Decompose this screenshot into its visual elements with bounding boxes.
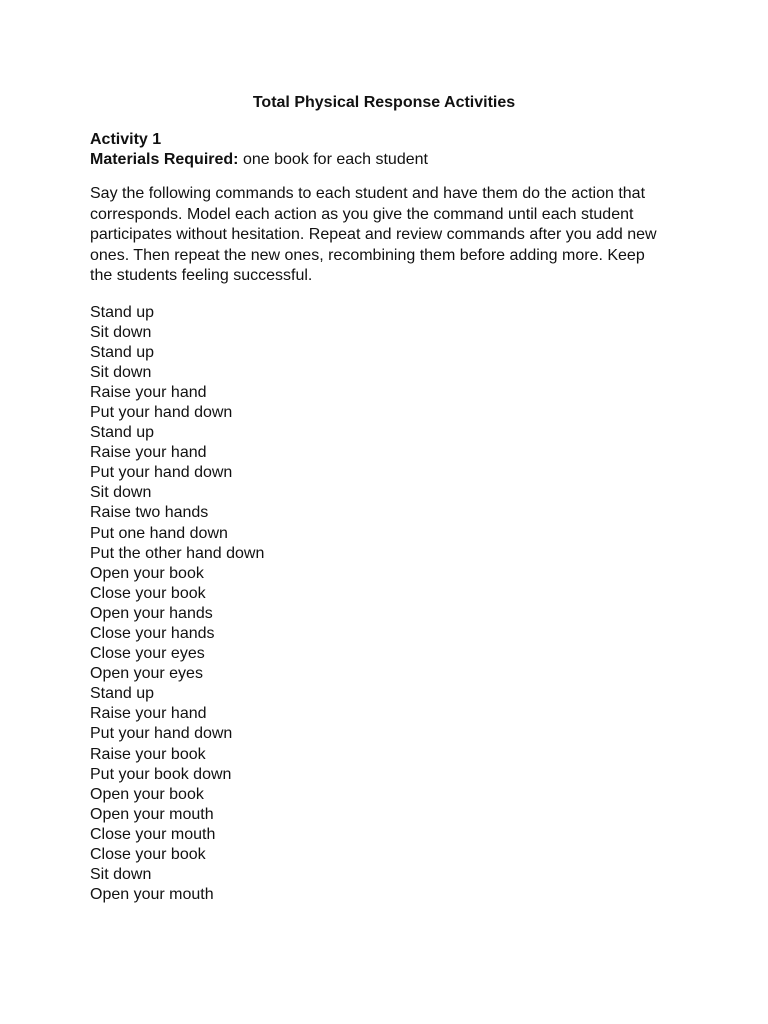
command-item: Open your hands bbox=[90, 604, 213, 622]
command-item: Raise your hand bbox=[90, 705, 207, 723]
command-item: Sit down bbox=[90, 484, 152, 502]
instructions-paragraph: Say the following commands to each student and have them do the action that corresponds. Model each action as you give the command until each student participates without hesitation. Repeat and review commands after you add new ones. Then repeat the new ones, recombining them before adding more. Keep the students feeling successful. bbox=[90, 185, 657, 284]
command-item: Stand up bbox=[90, 424, 155, 442]
materials-value: one book for each student bbox=[242, 151, 428, 168]
materials-label: Materials Required: bbox=[90, 151, 239, 168]
commands-list bbox=[90, 303, 690, 906]
command-item: Close your book bbox=[90, 584, 206, 602]
command-item: Raise your hand bbox=[90, 444, 207, 462]
materials-line bbox=[90, 150, 690, 170]
command-item: Raise your book bbox=[90, 745, 206, 763]
command-item: Close your book bbox=[90, 846, 206, 864]
command-item: Sit down bbox=[90, 363, 152, 381]
command-item: Open your mouth bbox=[90, 886, 214, 904]
command-item: Raise two hands bbox=[90, 504, 209, 522]
command-item: Raise your hand bbox=[90, 383, 207, 401]
command-item: Stand up bbox=[90, 343, 155, 361]
command-item: Put one hand down bbox=[90, 524, 228, 542]
command-item: Open your mouth bbox=[90, 805, 214, 823]
command-item: Put your hand down bbox=[90, 725, 233, 743]
command-item: Sit down bbox=[90, 323, 152, 341]
command-item: Put your hand down bbox=[90, 464, 233, 482]
command-item: Open your book bbox=[90, 564, 204, 582]
command-item: Sit down bbox=[90, 866, 152, 884]
command-item: Open your eyes bbox=[90, 665, 203, 683]
command-item: Stand up bbox=[90, 685, 155, 703]
command-item: Close your eyes bbox=[90, 645, 205, 663]
activity-section bbox=[90, 130, 690, 905]
command-item: Close your mouth bbox=[90, 825, 216, 843]
command-item: Close your hands bbox=[90, 625, 215, 642]
command-item: Put your hand down bbox=[90, 403, 233, 421]
command-item: Put your book down bbox=[90, 765, 232, 783]
activity-heading: Activity 1 bbox=[90, 131, 162, 148]
document-title: Total Physical Response Activities bbox=[252, 94, 516, 111]
command-item: Open your book bbox=[90, 785, 204, 803]
command-item: Stand up bbox=[90, 303, 155, 321]
command-item: Put the other hand down bbox=[90, 544, 265, 562]
